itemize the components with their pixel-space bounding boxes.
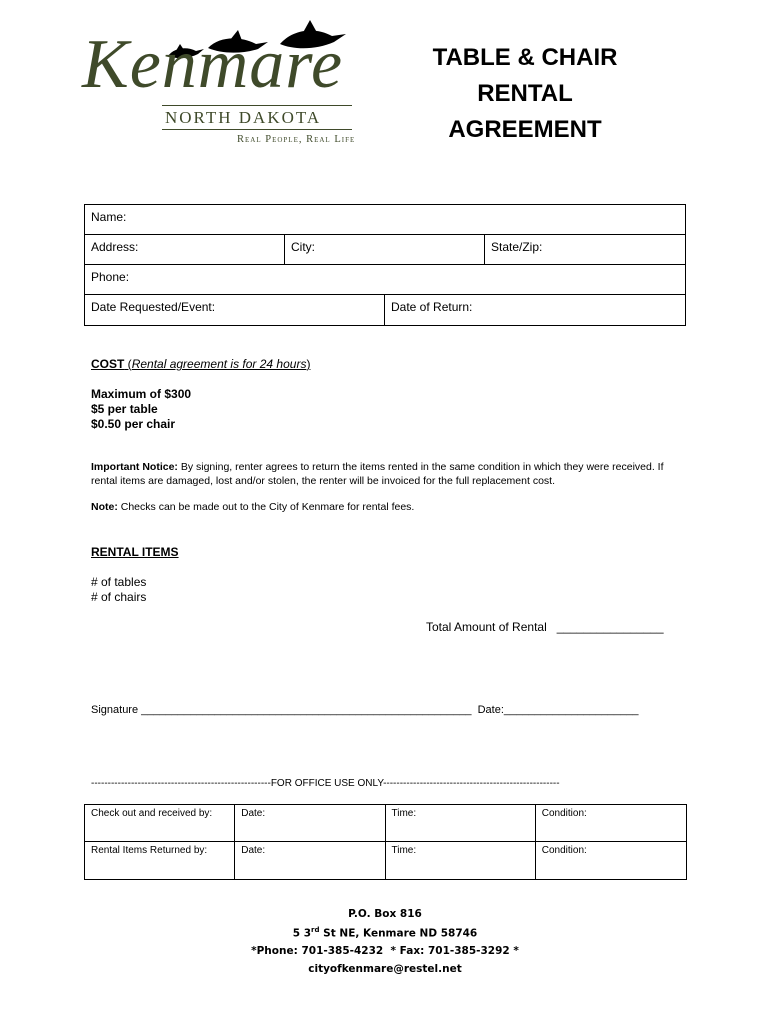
footer-street bbox=[0, 926, 770, 940]
checkout-by-cell[interactable]: Check out and received by: bbox=[85, 805, 235, 841]
footer-phone-fax: *Phone: 701-385-4232 * Fax: 701-385-3292 * bbox=[251, 945, 519, 957]
total-amount-field[interactable]: Total Amount of Rental ________________ bbox=[426, 620, 664, 634]
tables-count-field[interactable]: # of tables bbox=[91, 575, 147, 589]
office-row bbox=[85, 805, 686, 842]
page-title bbox=[400, 40, 650, 148]
cost-per-chair: $0.50 per chair bbox=[91, 417, 176, 431]
checkout-date-cell[interactable]: Date: bbox=[235, 805, 385, 841]
form-row bbox=[85, 295, 685, 325]
cost-max: Maximum of $300 bbox=[91, 387, 192, 401]
cost-heading bbox=[91, 357, 310, 372]
important-notice-label: Important Notice: bbox=[91, 461, 178, 473]
cost-label: COST bbox=[91, 357, 125, 371]
office-row bbox=[85, 842, 686, 879]
checks-note bbox=[91, 501, 414, 513]
date-requested-field[interactable]: Date Requested/Event: bbox=[85, 295, 385, 325]
applicant-form bbox=[84, 204, 686, 326]
form-row bbox=[85, 265, 685, 295]
logo-state: NORTH DAKOTA bbox=[165, 108, 322, 127]
office-use-table bbox=[84, 804, 687, 880]
note-label: Note: bbox=[91, 501, 118, 513]
cost-paren-close: ) bbox=[306, 357, 311, 371]
street-suffix: rd bbox=[311, 926, 320, 934]
logo-tagline: Real People, Real Life bbox=[237, 134, 356, 145]
street-number: 5 3 bbox=[292, 927, 312, 940]
form-row bbox=[85, 235, 685, 265]
date-return-field[interactable]: Date of Return: bbox=[391, 300, 473, 314]
street-rest: St NE, Kenmare ND 58746 bbox=[319, 927, 478, 940]
title-line: TABLE & CHAIR bbox=[432, 44, 618, 71]
checkout-time-cell[interactable]: Time: bbox=[386, 805, 536, 841]
rental-items-heading: RENTAL ITEMS bbox=[91, 545, 179, 559]
cost-per-table: $5 per table bbox=[91, 402, 158, 416]
office-use-divider: ------------------------------------------------------FOR OFFICE USE ONLY----------------------------------------------------- bbox=[91, 778, 560, 789]
footer-email[interactable]: cityofkenmare@restel.net bbox=[308, 963, 462, 975]
title-line: RENTAL bbox=[477, 80, 573, 107]
address-field[interactable]: Address: bbox=[85, 235, 285, 264]
cost-paren-open: ( bbox=[124, 357, 132, 371]
logo-divider bbox=[162, 129, 352, 130]
returned-condition-cell[interactable]: Condition: bbox=[541, 845, 587, 856]
chairs-count-field[interactable]: # of chairs bbox=[91, 590, 147, 604]
phone-field[interactable]: Phone: bbox=[91, 270, 130, 284]
cost-details bbox=[91, 387, 191, 432]
signature-line[interactable]: Signature ______________________________________________________ Date:______________________ bbox=[91, 704, 639, 716]
footer-po-box: P.O. Box 816 bbox=[348, 908, 422, 920]
form-row bbox=[85, 205, 685, 235]
returned-date-cell[interactable]: Date: bbox=[235, 842, 385, 879]
returned-by-cell[interactable]: Rental Items Returned by: bbox=[85, 842, 235, 879]
logo-wordmark: Kenmare bbox=[82, 26, 344, 103]
returned-time-cell[interactable]: Time: bbox=[386, 842, 536, 879]
state-zip-field[interactable]: State/Zip: bbox=[491, 240, 543, 254]
important-notice bbox=[91, 460, 681, 488]
city-field[interactable]: City: bbox=[285, 235, 485, 264]
important-notice-text: By signing, renter agrees to return the items rented in the same condition in which they were received. If rental items are damaged, lost and/or stolen, the renter will be invoiced for the full replacement cost. bbox=[91, 461, 664, 487]
title-line: AGREEMENT bbox=[448, 116, 602, 143]
logo-divider bbox=[162, 105, 352, 106]
checkout-condition-cell[interactable]: Condition: bbox=[541, 808, 587, 819]
note-text: Checks can be made out to the City of Kenmare for rental fees. bbox=[117, 501, 415, 513]
cost-note: Rental agreement is for 24 hours bbox=[131, 357, 307, 371]
name-field[interactable]: Name: bbox=[91, 210, 127, 224]
